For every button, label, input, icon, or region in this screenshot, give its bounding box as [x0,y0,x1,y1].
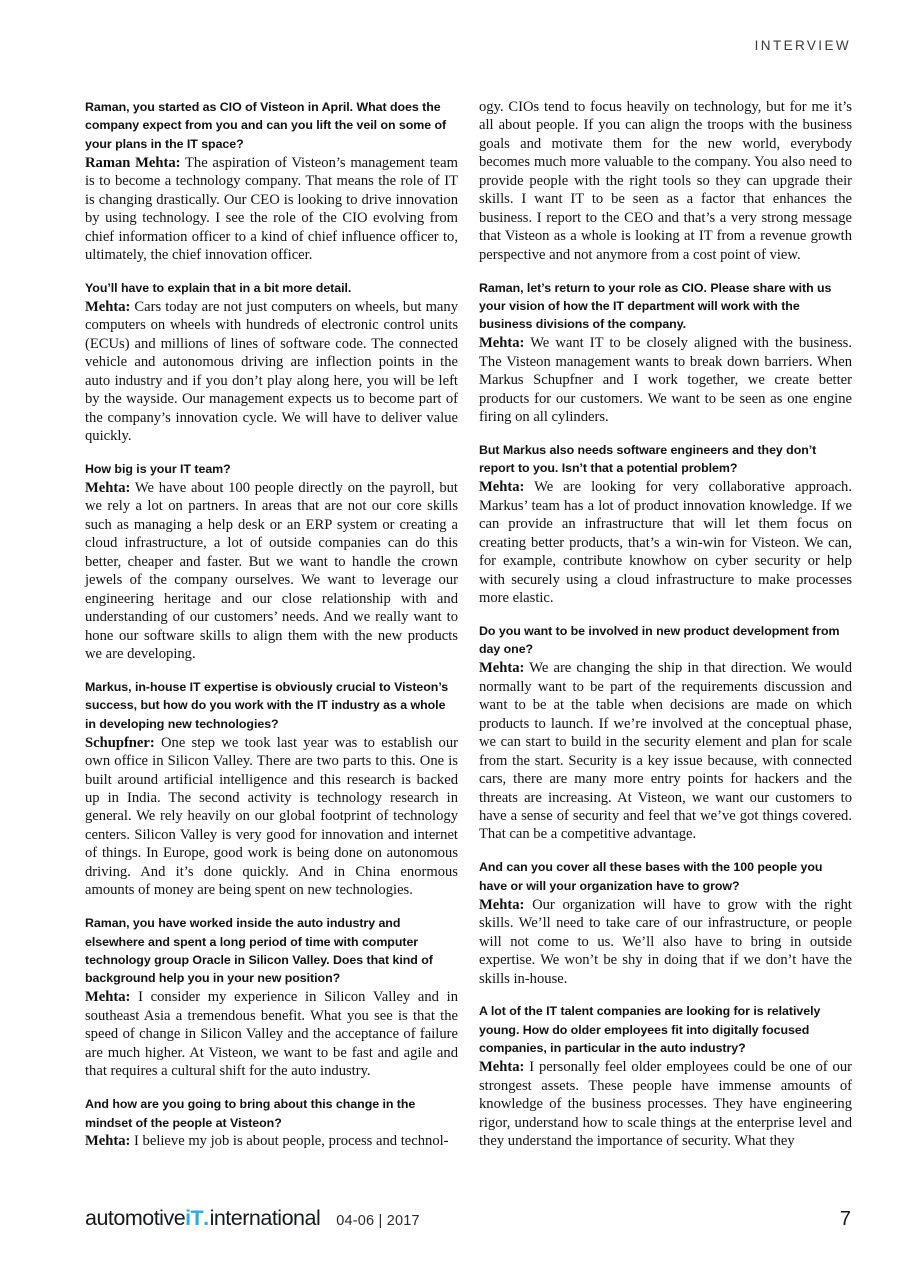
answer-text [479,334,852,426]
qa-block [479,279,852,427]
answer-text [85,988,458,1080]
answer-body: The aspiration of Visteon’s management team is to become a technology company. That means the role of IT is changing drastically. Our CEO is looking to drive innovation by using technology. I see the role of the CIO evolving from chief information officer to a kind of chief influence officer to, ultimately, the chief innovation officer. [85,154,458,263]
text-column-right [479,98,852,1173]
qa-block [85,914,458,1080]
answer-text [479,896,852,988]
question-text: Raman, you started as CIO of Visteon in April. What does the company expect from you and can you lift the veil on some of your plans in the IT space? [85,100,447,151]
speaker-label: Raman Mehta: [85,154,181,171]
qa-block [85,98,458,264]
continuation-paragraph: ogy. CIOs tend to focus heavily on technology, but for me it’s all about people. If you can align the troops with the business goals and motivate them for the new world, everybody becomes much more valuable to the company. You also need to provide people with the right tools so they can upgrade their skills. I want IT to be seen as a factor that enhances the business. I report to the CEO and that’s a very strong message that Visteon as a whole is looking at IT from a revenue growth perspective and not anymore from a cost point of view. [479,99,852,263]
answer-body: Cars today are not just computers on wheels, but many computers on wheels with hundreds of electronic control units (ECUs) and millions of lines of software code. The connected vehicle and autonomous driving are inflection points in the auto industry and if you don’t play along here, you will be left by the wayside. Our management expects us to become part of the company’s innovation cycle. We will have to deliver value quickly. [85,298,458,445]
speaker-label: Schupfner: [85,734,155,751]
answer-text [85,479,458,664]
answer-text [85,734,458,900]
publication-logo [85,1206,320,1231]
speaker-label: Mehta: [479,896,525,913]
question-text: Raman, you have worked inside the auto industry and elsewhere and spent a long period of time with computer technology group Oracle in Silicon Valley. Does that kind of background help you in your new position? [85,916,433,986]
speaker-label: Mehta: [85,479,131,496]
question-text: How big is your IT team? [85,461,231,476]
answer-text [479,478,852,607]
question-text: But Markus also needs software engineers and they don’t report to you. Isn’t that a potential problem? [479,443,817,476]
answer-body: I personally feel older employees could be one of our strongest assets. These people have immense amounts of knowledge of the business processes. They have engineering rigor, understand how to scale things at the enterprise level and they understand the importance of security. What they [479,1059,852,1149]
answer-body: We are looking for very collaborative approach. Markus’ team has a lot of product innovation knowledge. If we can provide an infrastructure that will let them focus on creating better products, that’s a win-win for Visteon. We can, for example, contribute knowhow on cyber security or help with securely using a cloud infrastructure to make processes more elastic. [479,479,852,607]
speaker-label: Mehta: [479,1059,525,1076]
text-column-left [85,98,458,1173]
masthead-group [85,1206,420,1231]
question-text: And how are you going to bring about this change in the mindset of the people at Visteon? [85,1097,416,1130]
answer-text [85,154,458,265]
speaker-label: Mehta: [479,335,525,352]
qa-block [479,1002,852,1150]
question-text: Do you want to be involved in new product development from day one? [479,624,840,657]
qa-block [479,441,852,607]
question-text: Raman, let’s return to your role as CIO. Please share with us your vision of how the IT department will work with the business divisions of the company. [479,280,832,332]
logo-it-text: iT [185,1206,204,1230]
answer-text [85,298,458,446]
answer-text [85,1132,458,1150]
answer-body: Our organization will have to grow with the right skills. We’ll need to take care of our infrastructure, or people will not come to us. We’ll also have to bring in outside expertise. We won’t be shy in doing that if we don’t have the skills in-house. [479,896,852,987]
answer-body: One step we took last year was to establish our own office in Silicon Valley. There are two parts to this. One is built around artificial intelligence and this research is backed up in India. The second activity is technology research in general. We rely heavily on our global footprint of technology centers. Silicon Valley is very good for innovation and internet of things. In Europe, good work is being done on autonomous driving. And it’s done quickly. And in China enormous amounts of money are being spent on new technologies. [85,734,458,899]
answer-text [479,1058,852,1150]
article-columns [85,98,852,1173]
answer-body: We have about 100 people directly on the payroll, but we rely a lot on partners. In areas that are not our core skills such as managing a help desk or an ERP system or creating a cloud infrastructure, a lot of outside companies can do this better, cheaper and faster. But we want to handle the crown jewels of the company ourselves. We want to leverage our engineering heritage and our close relationship with and understanding of our customers’ needs. And we really want to hone our software skills to align them with the new products we are developing. [85,479,458,662]
answer-body: We are changing the ship in that direction. We would normally want to be part of the requirements discussion and want to be at the table when decisions are made on which products to launch. If we’re involved at the conceptual phase, we can start to build in the security element and plan for scale from the start. Security is a key issue because, with connected cars, there are many more entry points for hackers and the threats are increasing. At Visteon, we want our customers to have a sense of security and feel that we’ve got things covered. That can be a competitive advantage. [479,660,852,843]
logo-dot: . [203,1206,209,1230]
speaker-label: Mehta: [85,298,131,315]
question-text: A lot of the IT talent companies are looking for is relatively young. How do older employees fit into digitally focused companies, in particular in the auto industry? [479,1004,821,1056]
qa-block [479,622,852,844]
qa-block [85,460,458,663]
qa-block [85,678,458,900]
logo-international-text: international [209,1206,321,1230]
answer-body: I consider my experience in Silicon Valley and in southeast Asia a tremendous benefit. What you see is that the speed of change in Silicon Valley and the acceptance of failure are much higher. At Visteon, we want to be fast and agile and that requires a cultural shift for the auto industry. [85,989,458,1080]
answer-body: I believe my job is about people, process and technol- [130,1133,449,1150]
page-number: 7 [839,1208,851,1230]
speaker-label: Mehta: [85,1133,131,1150]
qa-block [479,858,852,988]
question-text: Markus, in-house IT expertise is obviously crucial to Visteon’s success, but how do you work with the IT industry as a whole in developing new technologies? [85,679,449,731]
speaker-label: Mehta: [85,989,131,1006]
logo-automotive-text: automotive [85,1206,186,1230]
answer-text [479,659,852,844]
answer-body: We want IT to be closely aligned with the business. The Visteon management wants to break down barriers. When Markus Schupfner and I work together, we create better products for our customers. We want to be seen as one engine firing on all cylinders. [479,335,852,426]
question-text: You’ll have to explain that in a bit more detail. [85,280,352,295]
qa-block [85,279,458,446]
speaker-label: Mehta: [479,479,525,496]
running-head: INTERVIEW [754,38,851,53]
qa-block [85,1095,458,1151]
issue-date: 04-06 | 2017 [336,1213,420,1229]
question-text: And can you cover all these bases with the 100 people you have or will your organization have to grow? [479,860,823,893]
speaker-label: Mehta: [479,660,525,677]
page-footer [85,1206,851,1240]
